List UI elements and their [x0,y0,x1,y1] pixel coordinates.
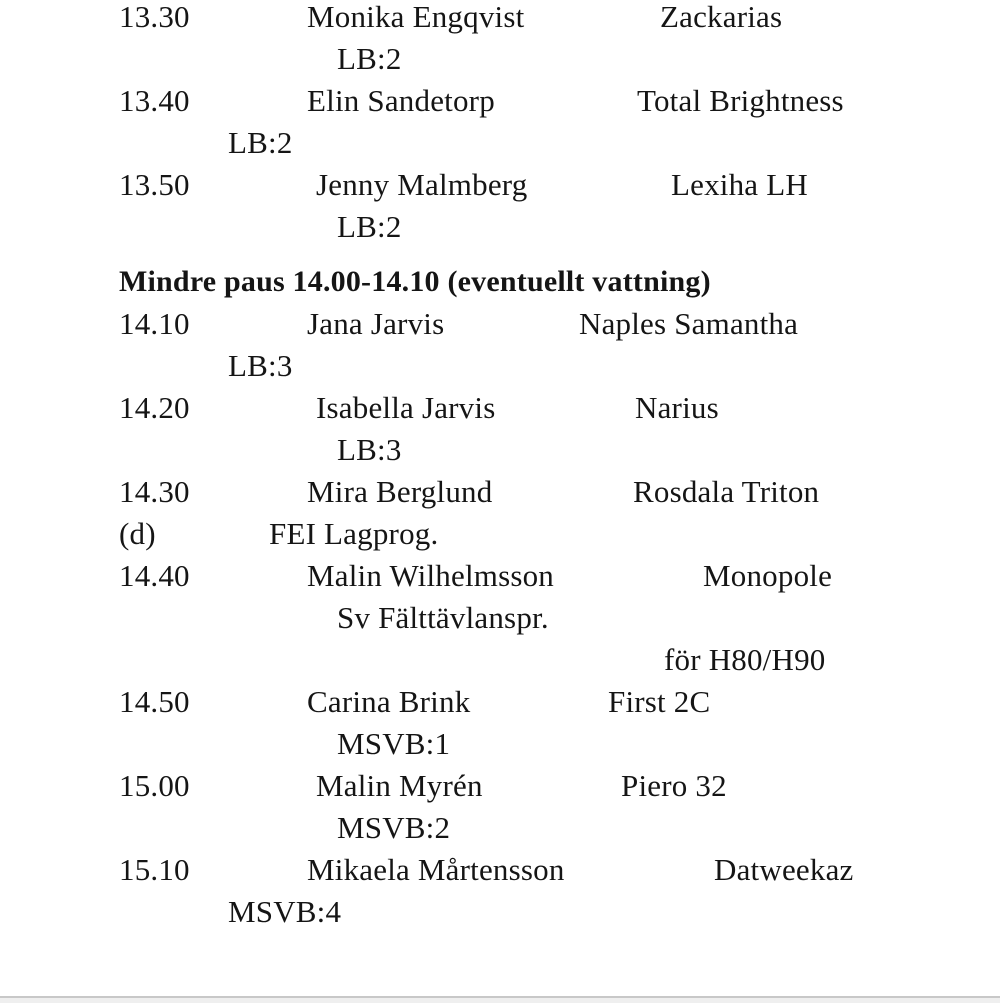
entry-program: MSVB:4 [228,894,342,929]
entry-rider: Monika Engqvist [307,0,525,34]
entry-rider: Elin Sandetorp [307,83,495,118]
entry-horse: Piero 32 [621,768,727,803]
entry-program: MSVB:1 [337,726,451,761]
entry-rider: Isabella Jarvis [316,390,496,425]
break-heading: Mindre paus 14.00-14.10 (eventuellt vattning) [119,265,711,298]
entry-time: 13.40 [119,83,190,118]
entry-horse: Lexiha LH [671,167,808,202]
entry-horse: Total Brightness [637,83,844,118]
entry-program: MSVB:2 [337,810,451,845]
entry-horse: Zackarias [660,0,783,34]
entry-program: LB:2 [228,125,293,160]
entry-horse: Naples Samantha [579,306,799,341]
entry-horse: Narius [635,390,719,425]
page-bottom-shade [0,998,1000,1003]
entry-horse: Monopole [703,558,833,593]
entry-time: 14.20 [119,390,190,425]
entry-time: 13.50 [119,167,190,202]
entry-horse: First 2C [608,684,711,719]
entry-time: 13.30 [119,0,190,34]
entry-rider: Jana Jarvis [307,306,445,341]
entry-time: 15.00 [119,768,190,803]
entry-rider: Malin Wilhelmsson [307,558,554,593]
entry-rider: Jenny Malmberg [316,167,528,202]
entry-program: FEI Lagprog. [269,516,439,551]
entry-program: LB:3 [228,348,293,383]
entry-rider: Carina Brink [307,684,471,719]
entry-horse: Rosdala Triton [633,474,820,509]
entry-program: LB:2 [337,209,402,244]
entry-time: 14.40 [119,558,190,593]
entry-program: LB:2 [337,41,402,76]
entry-program: LB:3 [337,432,402,467]
entry-time: 14.50 [119,684,190,719]
entry-rider: Mira Berglund [307,474,493,509]
entry-rider: Mikaela Mårtensson [307,852,565,887]
entry-time: 14.10 [119,306,190,341]
entry-horse: Datweekaz [714,852,854,887]
entry-program: Sv Fälttävlanspr. [337,600,549,635]
entry-time: 14.30 [119,474,190,509]
entry-time: 15.10 [119,852,190,887]
entry-rider: Malin Myrén [316,768,483,803]
entry-note: (d) [119,516,156,551]
entry-program-continued: för H80/H90 [664,642,826,677]
